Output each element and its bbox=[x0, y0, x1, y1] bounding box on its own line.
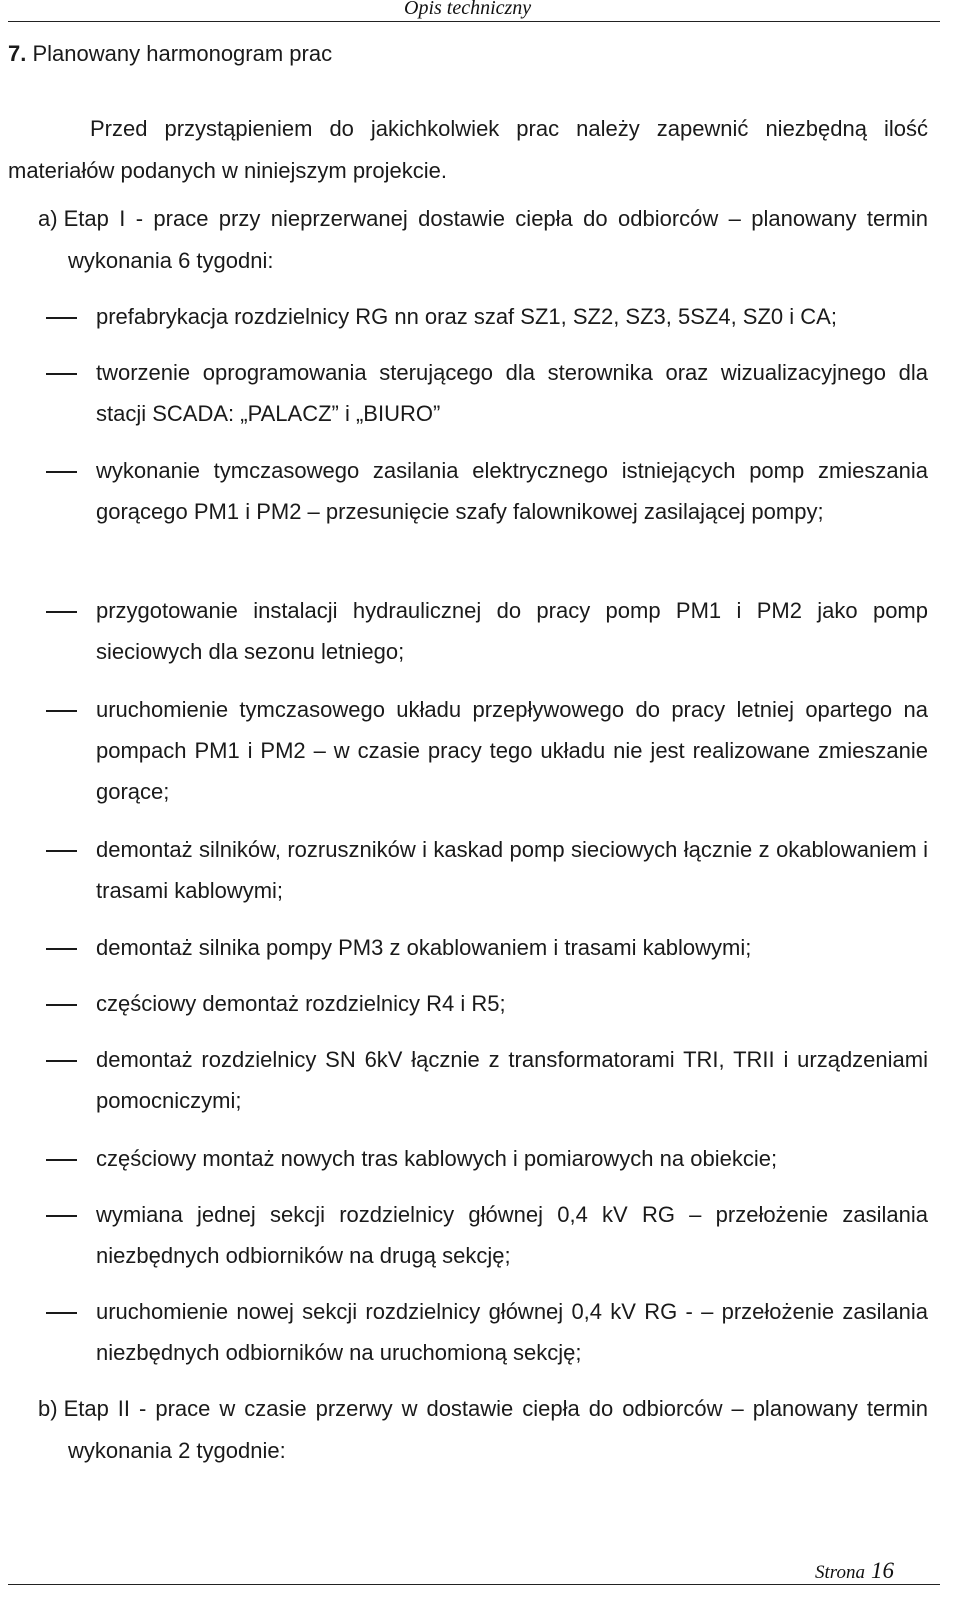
list-item-text: uruchomienie tymczasowego układu przepływowego do pracy letniej opartego na pompach PM1 i PM2 – w czasie pracy tego układu nie jest realizowane zmieszanie gorące; bbox=[96, 697, 928, 804]
list-item-text: uruchomienie nowej sekcji rozdzielnicy głównej 0,4 kV RG - – przełożenie zasilania niezbędnych odbiorników na uruchomioną sekcję; bbox=[96, 1299, 928, 1365]
stage-b-marker: b) bbox=[38, 1396, 58, 1421]
section-heading bbox=[8, 41, 332, 67]
list-item-text: częściowy demontaż rozdzielnicy R4 i R5; bbox=[96, 991, 506, 1016]
list-item bbox=[96, 450, 928, 532]
list-item bbox=[96, 590, 928, 672]
list-item-text: demontaż silników, rozruszników i kaskad pomp sieciowych łącznie z okablowaniem i trasami kablowymi; bbox=[96, 837, 928, 903]
list-item bbox=[96, 927, 928, 968]
list-item bbox=[96, 1194, 928, 1276]
stage-b-text: Etap II - prace w czasie przerwy w dostawie ciepła do odbiorców – planowany termin wykonania 2 tygodnie: bbox=[63, 1396, 928, 1463]
list-item-text: wymiana jednej sekcji rozdzielnicy głównej 0,4 kV RG – przełożenie zasilania niezbędnych odbiorników na drugą sekcję; bbox=[96, 1202, 928, 1268]
list-item-text: demontaż rozdzielnicy SN 6kV łącznie z transformatorami TRI, TRII i urządzeniami pomocniczymi; bbox=[96, 1047, 928, 1113]
list-item bbox=[96, 1291, 928, 1373]
header-title: Opis techniczny bbox=[404, 0, 532, 19]
stage-b-paragraph bbox=[38, 1388, 928, 1472]
page-label: Strona bbox=[815, 1562, 865, 1583]
page-number: 16 bbox=[871, 1558, 894, 1583]
section-number: 7. bbox=[8, 41, 27, 66]
page-footer bbox=[8, 1558, 940, 1585]
list-item-text: częściowy montaż nowych tras kablowych i pomiarowych na obiekcie; bbox=[96, 1146, 778, 1171]
list-item bbox=[96, 1138, 928, 1179]
list-item-text: tworzenie oprogramowania sterującego dla sterownika oraz wizualizacyjnego dla stacji SCADA: „PALACZ” i „BIURO” bbox=[96, 360, 928, 426]
list-item-text: demontaż silnika pompy PM3 z okablowaniem i trasami kablowymi; bbox=[96, 935, 752, 960]
list-item-text: wykonanie tymczasowego zasilania elektrycznego istniejących pomp zmieszania gorącego PM1 i PM2 – przesunięcie szafy falownikowej zasilającej pompy; bbox=[96, 458, 928, 524]
list-item bbox=[96, 689, 928, 812]
list-item bbox=[96, 829, 928, 911]
list-item-text: prefabrykacja rozdzielnicy RG nn oraz szaf SZ1, SZ2, SZ3, 5SZ4, SZ0 i CA; bbox=[96, 304, 837, 329]
page-number-label bbox=[815, 1558, 894, 1584]
list-item bbox=[96, 983, 928, 1024]
page-header bbox=[8, 0, 940, 22]
stage-a-text: Etap I - prace przy nieprzerwanej dostawie ciepła do odbiorców – planowany termin wykonania 6 tygodni: bbox=[63, 206, 928, 273]
stage-a-marker: a) bbox=[38, 206, 58, 231]
intro-paragraph: Przed przystąpieniem do jakichkolwiek prac należy zapewnić niezbędną ilość materiałów podanych w niniejszym projekcie. bbox=[8, 116, 928, 183]
list-item-text: przygotowanie instalacji hydraulicznej do pracy pomp PM1 i PM2 jako pomp sieciowych dla sezonu letniego; bbox=[96, 598, 928, 664]
list-item bbox=[96, 296, 928, 337]
list-item bbox=[96, 1039, 928, 1121]
list-item bbox=[96, 352, 928, 434]
section-title-text: Planowany harmonogram prac bbox=[32, 41, 333, 66]
stage-a-paragraph bbox=[38, 198, 928, 282]
